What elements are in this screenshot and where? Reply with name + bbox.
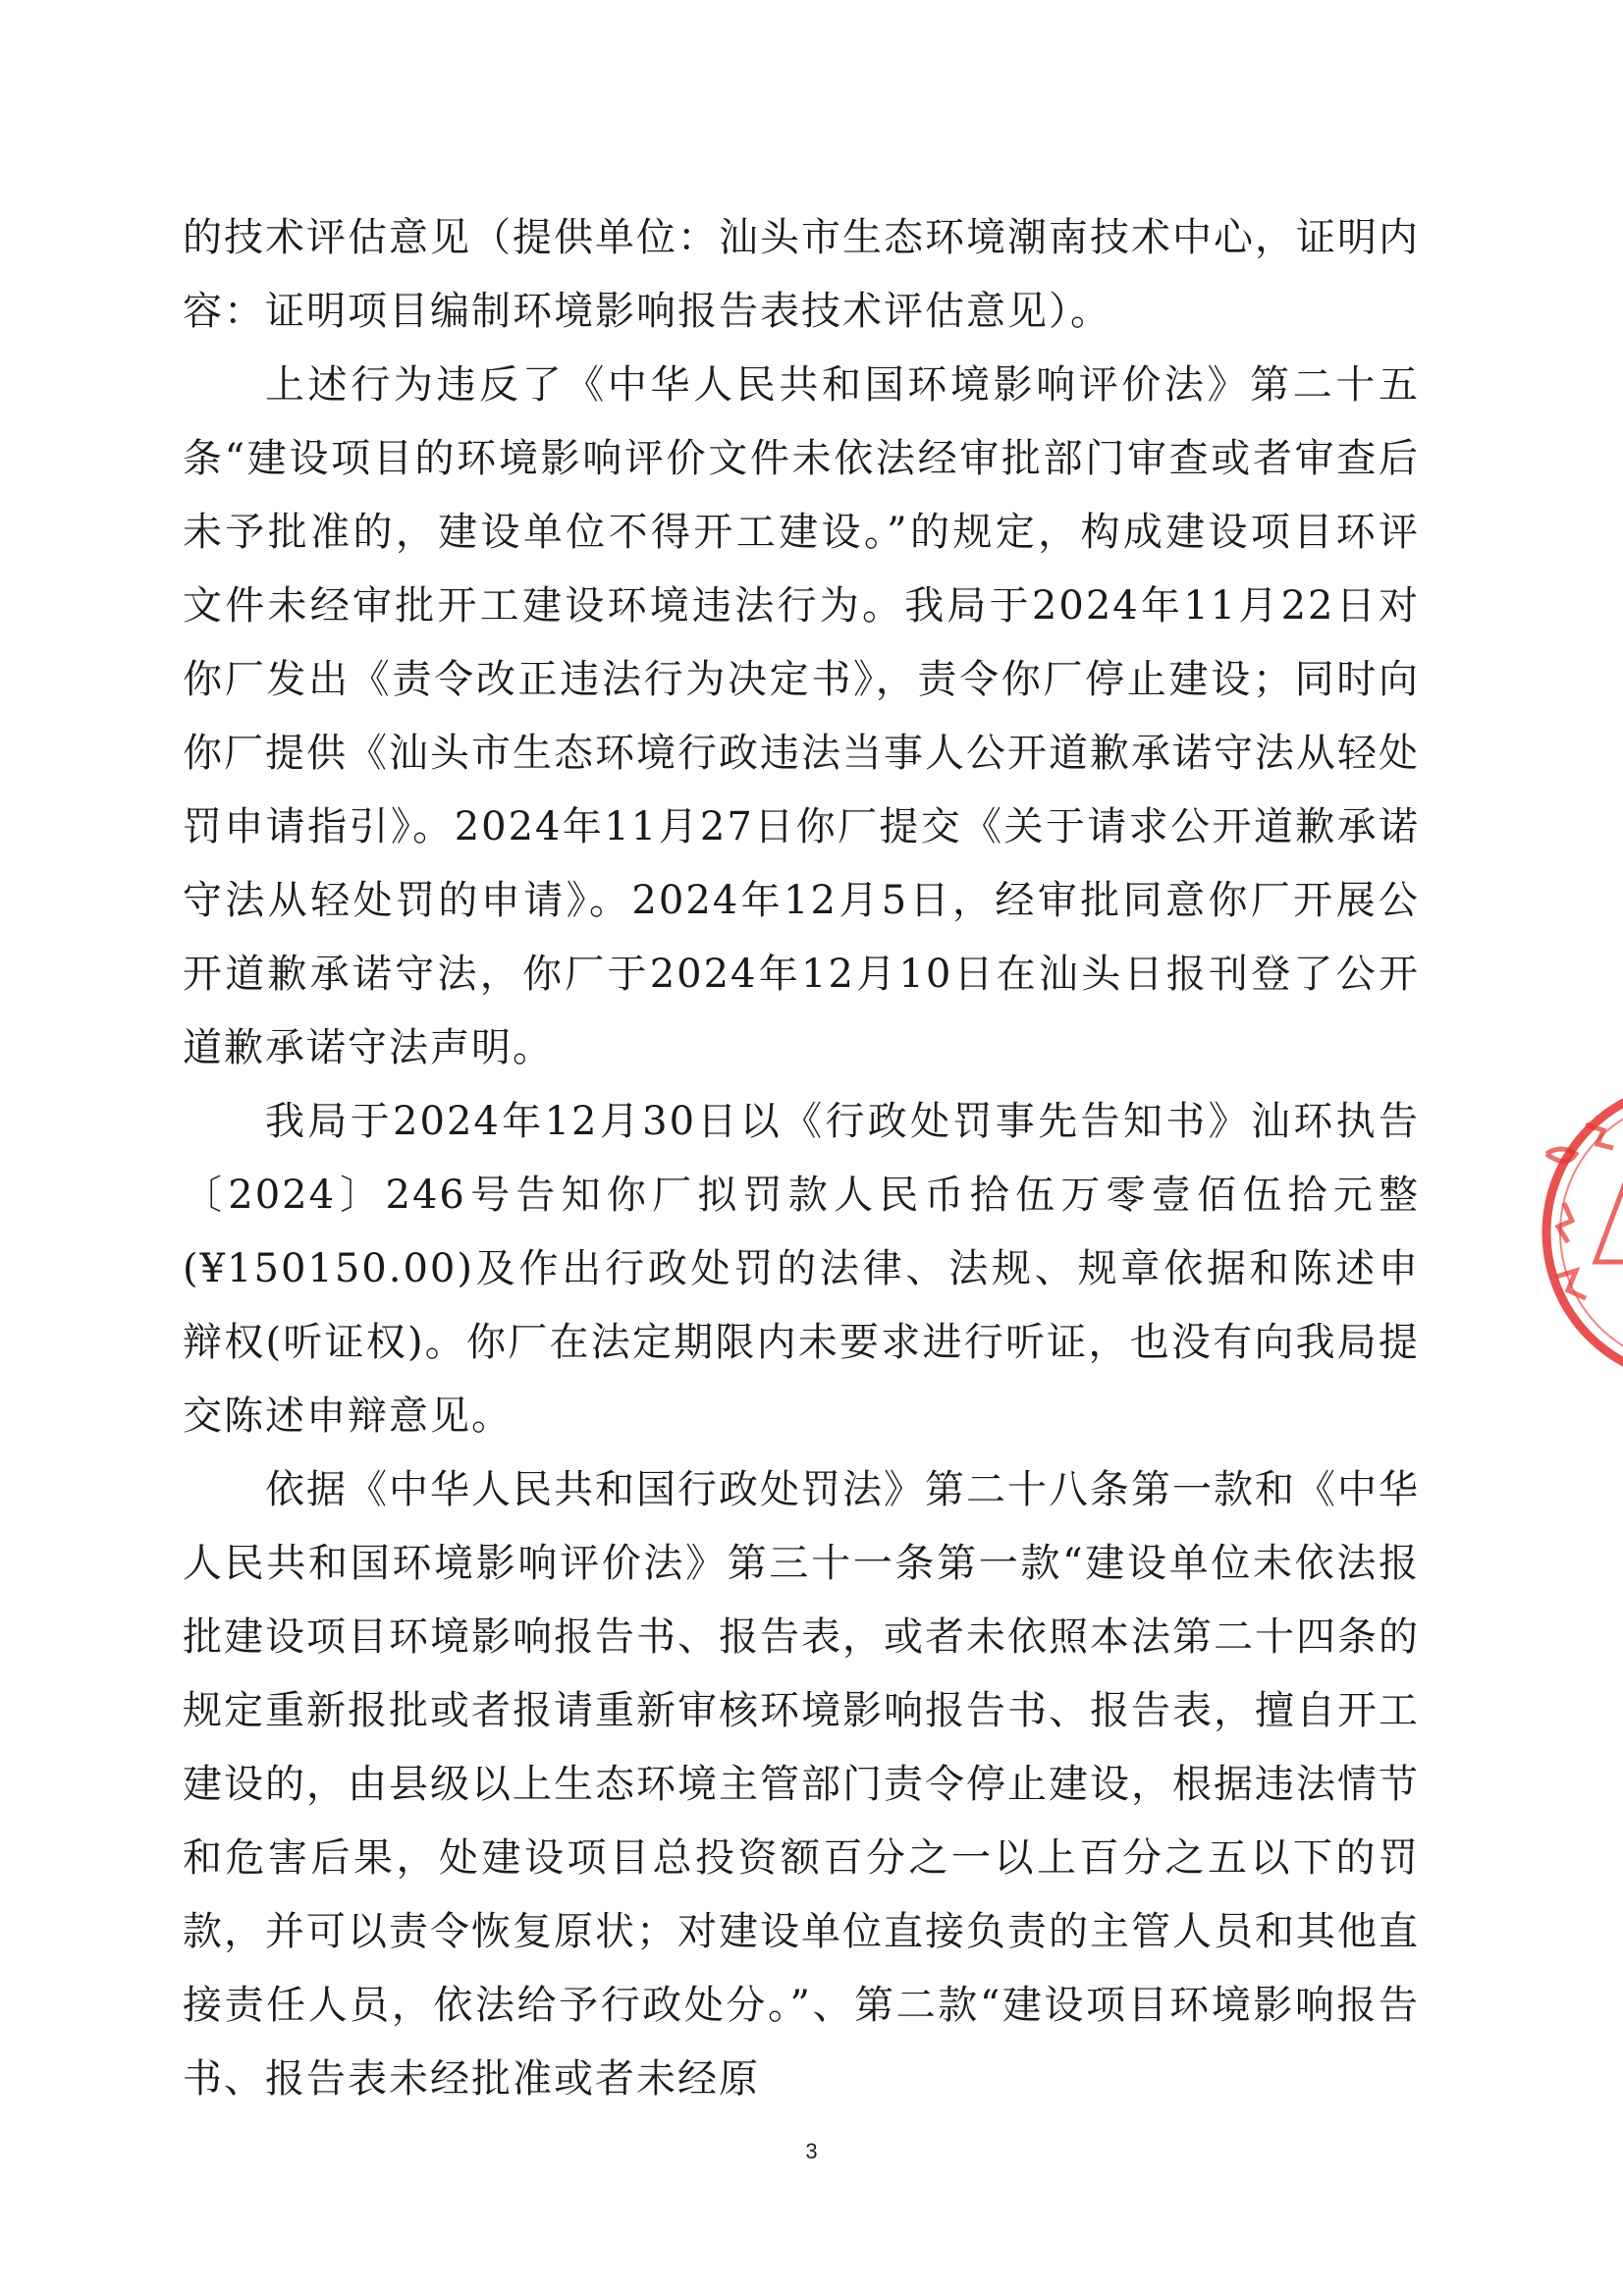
page-number: 3: [805, 2139, 818, 2163]
paragraph-violation: 上述行为违反了《中华人民共和国环境影响评价法》第二十五条“建设项目的环境影响评价文件未依法经审批部门审查或者审查后未予批准的，建设单位不得开工建设。”的规定，构成建设项目环评文件未经审批开工建设环境违法行为。我局于2024年11月22日对你厂发出《责令改正违法行为决定书》，责令你厂停止建设；同时向你厂提供《汕头市生态环境行政违法当事人公开道歉承诺守法从轻处罚申请指引》。2024年11月27日你厂提交《关于请求公开道歉承诺守法从轻处罚的申请》。2024年12月5日，经审批同意你厂开展公开道歉承诺守法，你厂于2024年12月10日在汕头日报刊登了公开道歉承诺守法声明。: [183, 362, 1420, 1070]
paragraph-notice: 我局于2024年12月30日以《行政处罚事先告知书》汕环执告〔2024〕246号告知你厂拟罚款人民币拾伍万零壹佰伍拾元整(¥150150.00)及作出行政处罚的法律、法规、规章依据和陈述申辩权(听证权)。你厂在法定期限内未要求进行听证，也没有向我局提交陈述申辩意见。: [183, 1099, 1420, 1439]
paragraph-legal-basis: 依据《中华人民共和国行政处罚法》第二十八条第一款和《中华人民共和国环境影响评价法》第三十一条第一款“建设单位未依法报批建设项目环境影响报告书、报告表，或者未依照本法第二十四条的规定重新报批或者报请重新审核环境影响报告书、报告表，擅自开工建设的，由县级以上生态环境主管部门责令停止建设，根据违法情节和危害后果，处建设项目总投资额百分之一以上百分之五以下的罚款，并可以责令恢复原状；对建设单位直接负责的主管人员和其他直接责任人员，依法给予行政处分。”、第二款“建设项目环境影响报告书、报告表未经批准或者未经原: [183, 1467, 1420, 2102]
official-seal-stamp: [1527, 1066, 1623, 1399]
paragraph-continuation: 的技术评估意见（提供单位：汕头市生态环境潮南技术中心，证明内容：证明项目编制环境影响报告表技术评估意见）。: [183, 215, 1420, 334]
body-text: [183, 201, 1420, 2116]
